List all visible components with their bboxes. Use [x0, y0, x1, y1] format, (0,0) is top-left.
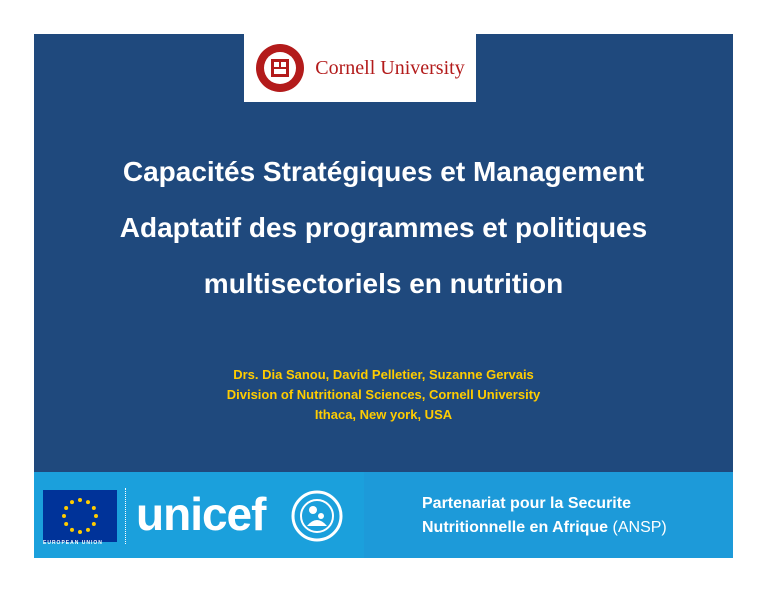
title-line-2: Adaptatif des programmes et politiques: [119, 212, 648, 243]
partner-banner: [34, 472, 733, 558]
partnership-line-1: Partenariat pour la Securite: [422, 495, 631, 512]
eu-star: [92, 506, 96, 510]
authors-affiliation: Division of Nutritional Sciences, Cornell University: [226, 387, 541, 402]
partnership-line-2: [422, 516, 667, 540]
authors-location: Ithaca, New york, USA: [314, 407, 453, 422]
eu-star: [78, 530, 82, 534]
partnership-line-2-main: Nutritionnelle en Afrique: [422, 519, 609, 536]
cornell-logo: [244, 34, 476, 102]
eu-star: [70, 528, 74, 532]
partnership-text: [422, 492, 667, 540]
logo-divider: [125, 488, 126, 544]
eu-label: EUROPEAN UNION: [43, 540, 103, 546]
unicef-wordmark: unicef: [136, 488, 266, 540]
cornell-logo-text: Cornell University: [315, 56, 465, 79]
title-line-1: Capacités Stratégiques et Management: [122, 156, 645, 187]
slide-title: [34, 144, 733, 312]
authors-block: [34, 365, 733, 425]
eu-star: [62, 514, 66, 518]
eu-star: [86, 528, 90, 532]
eu-star: [64, 522, 68, 526]
eu-star: [94, 514, 98, 518]
title-line-3: multisectoriels en nutrition: [203, 268, 564, 299]
partnership-abbr: (ANSP): [612, 519, 667, 536]
cornell-seal-icon: [255, 43, 305, 93]
slide: [34, 34, 733, 558]
partner-logos: [34, 472, 364, 558]
authors-names: Drs. Dia Sanou, David Pelletier, Suzanne Gervais: [233, 367, 534, 382]
eu-star: [70, 500, 74, 504]
eu-star: [86, 500, 90, 504]
eu-star: [92, 522, 96, 526]
unicef-emblem-icon: [291, 490, 343, 542]
eu-star: [64, 506, 68, 510]
eu-flag-icon: [43, 490, 117, 542]
eu-star: [78, 498, 82, 502]
